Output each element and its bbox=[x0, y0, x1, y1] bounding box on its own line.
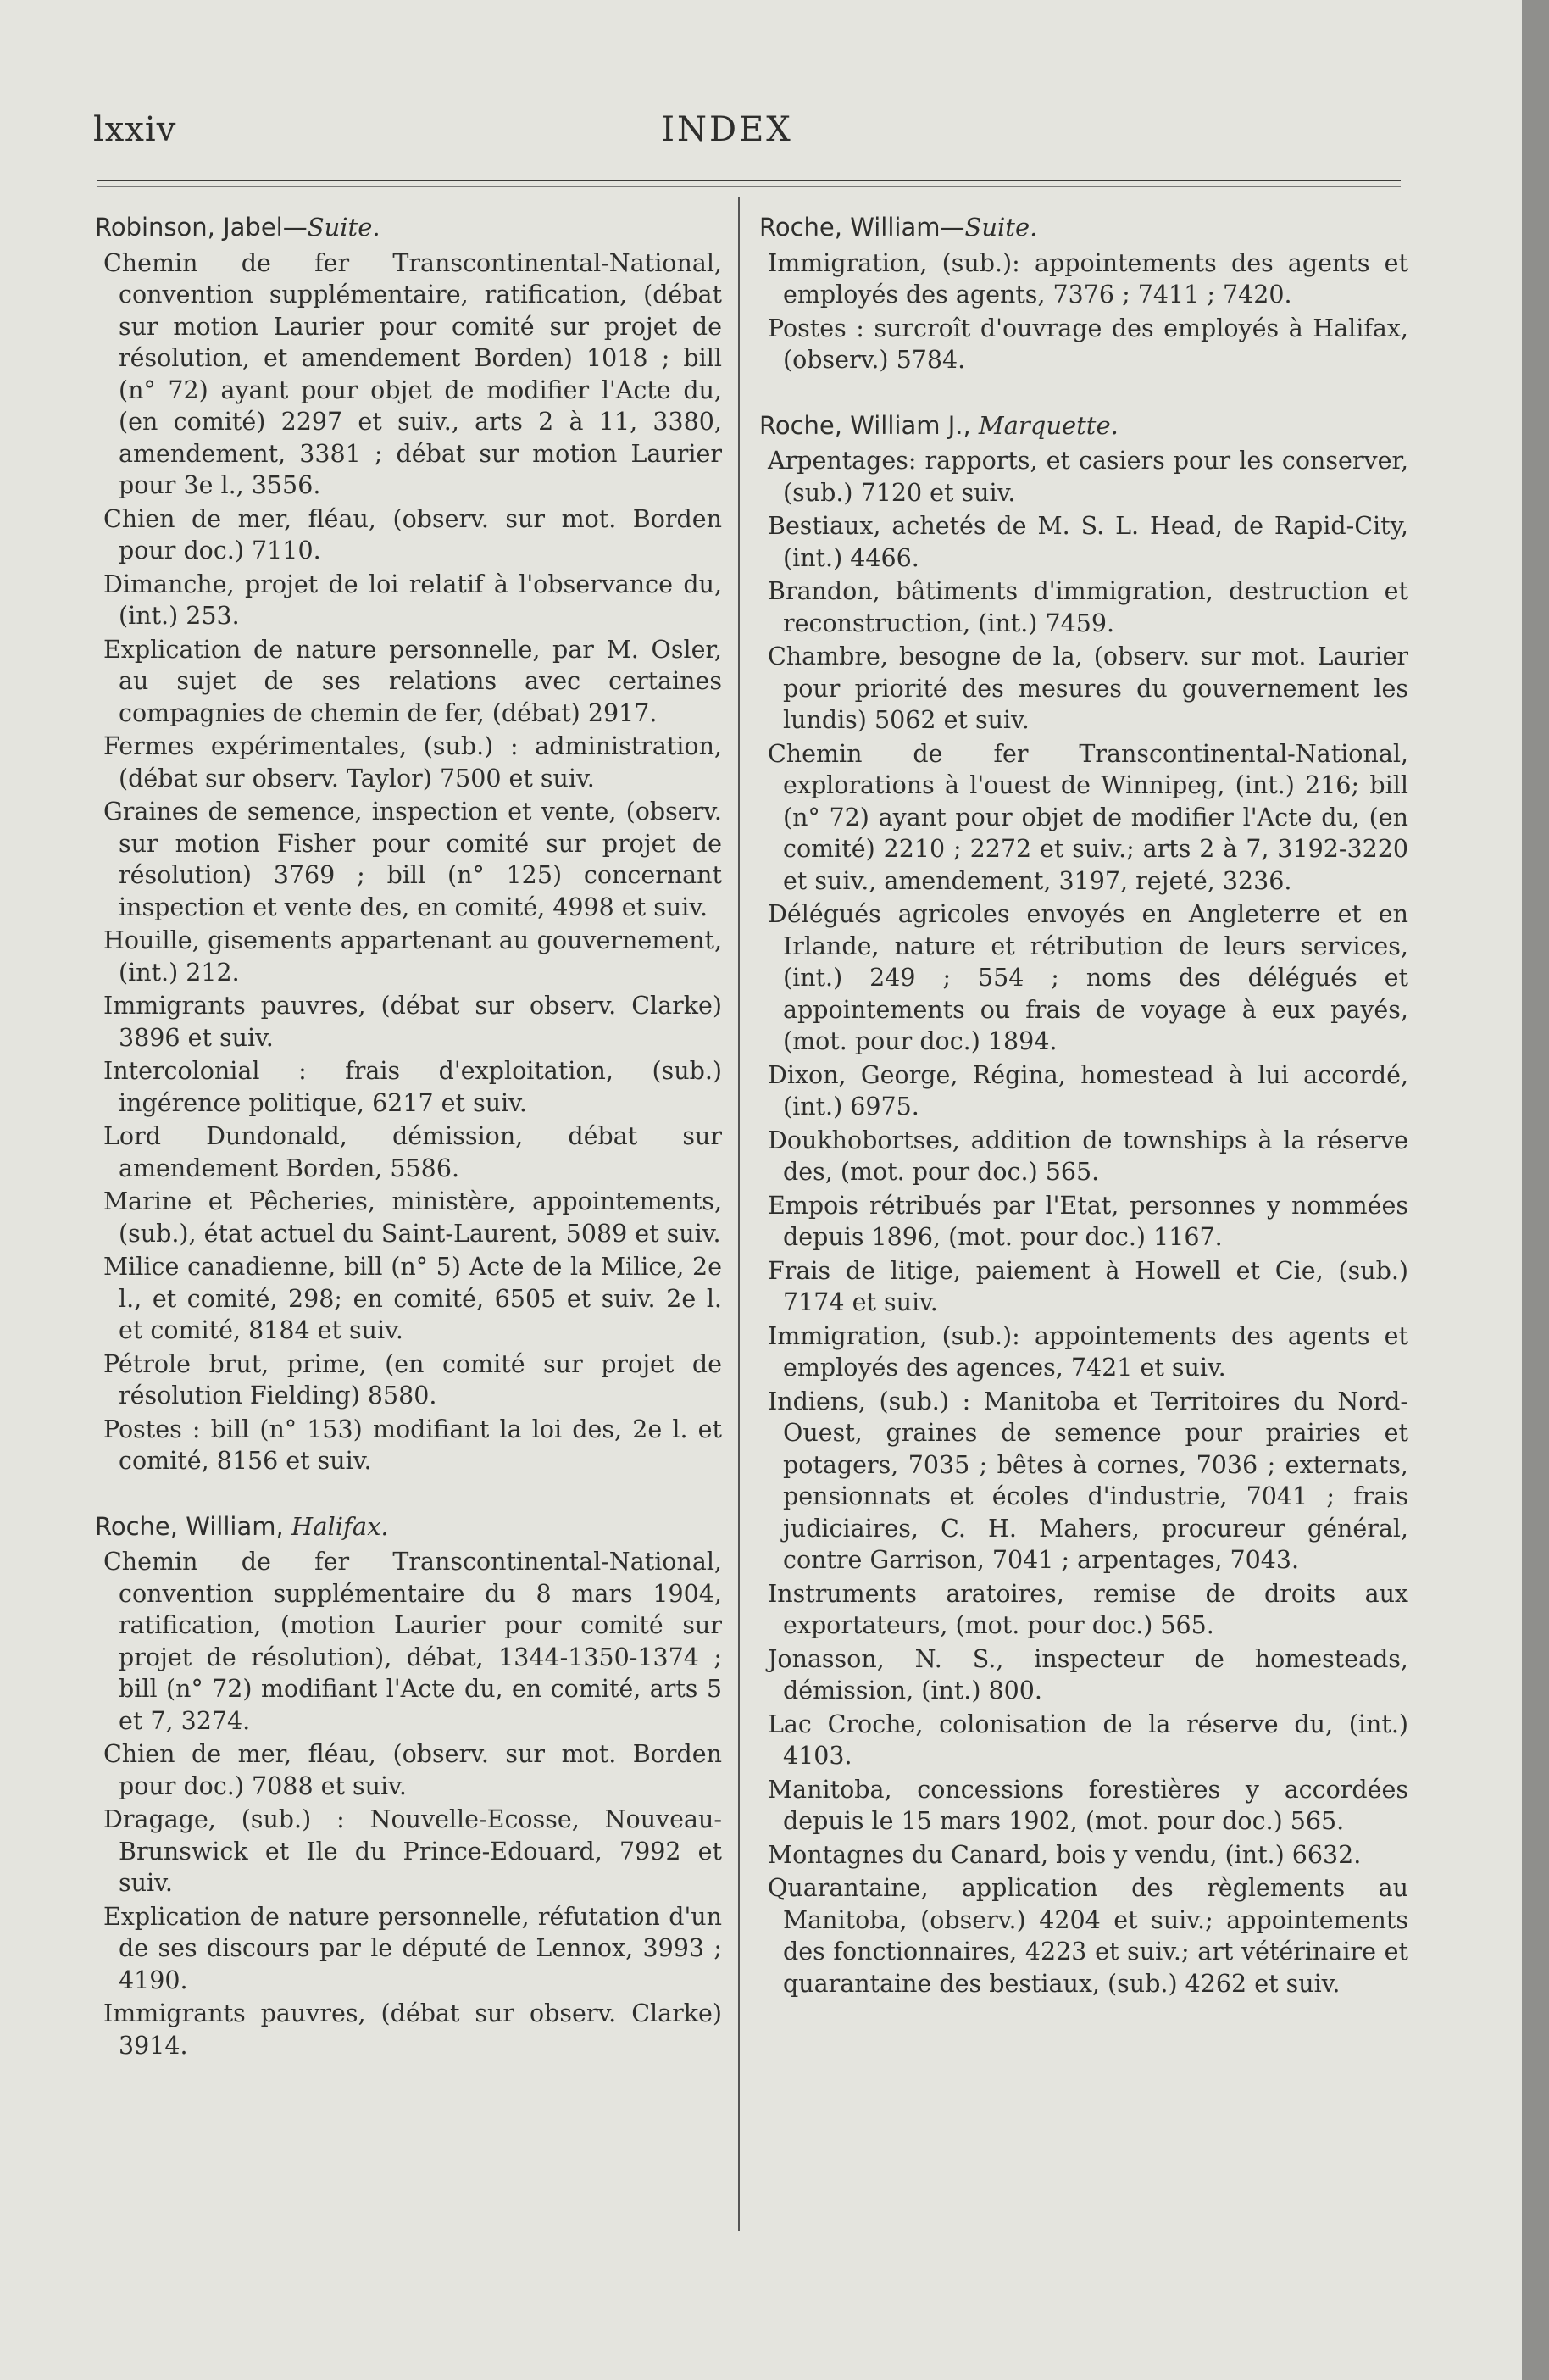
book-spine-shadow bbox=[1522, 0, 1549, 2380]
member-heading bbox=[759, 410, 1408, 442]
index-entry: Chemin de fer Transcontinental-National, explorations à l'ouest de Winnipeg, (int.) 216; bill (n° 72) ayant pour objet de modifier l'Acte du, (en comité) 2210 ; 2272 et suiv.; arts 2 à 7, 3192-3220 et suiv., amendement, 3197, rejeté, 3236. bbox=[768, 739, 1408, 895]
index-entry: Houille, gisements appartenant au gouvernement, (int.) 212. bbox=[103, 926, 722, 987]
page-number: lxxiv bbox=[93, 110, 177, 149]
index-entry: Explication de nature personnelle, par M. Osler, au sujet de ses relations avec certaines compagnies de chemin de fer, (débat) 2917. bbox=[103, 635, 722, 727]
index-entry: Chemin de fer Transcontinental-National, convention supplémentaire du 8 mars 1904, ratification, (motion Laurier pour comité sur projet de résolution), débat, 1344-1350-1374 ; bill (n° 72) modifiant l'Acte du, en comité, arts 5 et 7, 3274. bbox=[103, 1548, 722, 1735]
index-entry: Quarantaine, application des règlements au Manitoba, (observ.) 4204 et suiv.; appointements des fonctionnaires, 4223 et suiv.; art vétérinaire et quarantaine des bestiaux, (sub.) 4262 et suiv. bbox=[768, 1874, 1408, 1998]
member-suffix: Suite. bbox=[964, 213, 1038, 242]
index-entry: Intercolonial : frais d'exploitation, (sub.) ingérence politique, 6217 et suiv. bbox=[103, 1057, 722, 1117]
member-heading bbox=[95, 212, 722, 244]
header-rule-thin bbox=[97, 186, 1401, 187]
header-rule bbox=[97, 180, 1401, 181]
index-entry: Chemin de fer Transcontinental-National, convention supplémentaire, ratification, (débat sur motion Laurier pour comité sur projet de résolution, et amendement Borden) 1018 ; bill (n° 72) ayant pour objet de modifier l'Acte du, (en comité) 2297 et suiv., arts 2 à 11, 3380, amendement, 3381 ; débat sur motion Laurier pour 3e l., 3556. bbox=[103, 248, 722, 499]
index-entry: Immigrants pauvres, (débat sur observ. Clarke) 3896 et suiv. bbox=[103, 992, 722, 1052]
index-entry: Frais de litige, paiement à Howell et Cie, (sub.) 7174 et suiv. bbox=[768, 1256, 1408, 1316]
index-entry: Lac Croche, colonisation de la réserve du, (int.) 4103. bbox=[768, 1710, 1408, 1770]
index-entry: Doukhobortses, addition de townships à la réserve des, (mot. pour doc.) 565. bbox=[768, 1126, 1408, 1186]
index-entry: Immigrants pauvres, (débat sur observ. Clarke) 3914. bbox=[103, 1999, 722, 2060]
left-column bbox=[95, 212, 722, 2063]
index-entry: Pétrole brut, prime, (en comité sur projet de résolution Fielding) 8580. bbox=[103, 1349, 722, 1410]
index-entry: Instruments aratoires, remise de droits aux exportateurs, (mot. pour doc.) 565. bbox=[768, 1579, 1408, 1639]
index-entry: Arpentages: rapports, et casiers pour les conserver, (sub.) 7120 et suiv. bbox=[768, 447, 1408, 507]
index-entry: Chambre, besogne de la, (observ. sur mot. Laurier pour priorité des mesures du gouvernement les lundis) 5062 et suiv. bbox=[768, 642, 1408, 734]
page-title: INDEX bbox=[661, 110, 793, 149]
index-entry: Fermes expérimentales, (sub.) : administration, (débat sur observ. Taylor) 7500 et suiv. bbox=[103, 732, 722, 792]
index-entry: Jonasson, N. S., inspecteur de homesteads, démission, (int.) 800. bbox=[768, 1644, 1408, 1704]
index-entry: Dixon, George, Régina, homestead à lui accordé, (int.) 6975. bbox=[768, 1060, 1408, 1120]
index-entry: Immigration, (sub.): appointements des agents et employés des agents, 7376 ; 7411 ; 7420. bbox=[768, 248, 1408, 309]
index-entry: Explication de nature personnelle, réfutation d'un de ses discours par le député de Lennox, 3993 ; 4190. bbox=[103, 1902, 722, 1994]
member-suffix: Halifax. bbox=[291, 1511, 389, 1541]
index-entry: Graines de semence, inspection et vente, (observ. sur motion Fisher pour comité sur projet de résolution) 3769 ; bill (n° 125) concernant inspection et vente des, en comité, 4998 et suiv. bbox=[103, 798, 722, 921]
index-entry: Montagnes du Canard, bois y vendu, (int.) 6632. bbox=[768, 1840, 1362, 1869]
member-heading bbox=[759, 212, 1408, 244]
member-heading bbox=[95, 1511, 722, 1543]
index-entry: Indiens, (sub.) : Manitoba et Territoires du Nord-Ouest, graines de semence pour prairies et potagers, 7035 ; bêtes à cornes, 7036 ; externats, pensionnats et écoles d'industrie, 7041 ; frais judiciaires, C. H. Mahers, procureur général, contre Garrison, 7041 ; arpentages, 7043. bbox=[768, 1387, 1408, 1574]
member-suffix: Suite. bbox=[307, 213, 380, 242]
index-entry: Immigration, (sub.): appointements des agents et employés des agences, 7421 et suiv. bbox=[768, 1321, 1408, 1382]
index-entry: Marine et Pêcheries, ministère, appointements, (sub.), état actuel du Saint-Laurent, 5089 et suiv. bbox=[103, 1187, 722, 1248]
index-entry: Dimanche, projet de loi relatif à l'observance du, (int.) 253. bbox=[103, 570, 722, 630]
index-entry: Chien de mer, fléau, (observ. sur mot. Borden pour doc.) 7110. bbox=[103, 504, 722, 564]
member-suffix: Marquette. bbox=[978, 410, 1119, 440]
index-entry: Manitoba, concessions forestières y accordées depuis le 15 mars 1902, (mot. pour doc.) 565. bbox=[768, 1775, 1408, 1835]
index-entry: Dragage, (sub.) : Nouvelle-Ecosse, Nouveau-Brunswick et Ile du Prince-Edouard, 7992 et suiv. bbox=[103, 1805, 722, 1897]
index-entry: Postes : bill (n° 153) modifiant la loi des, 2e l. et comité, 8156 et suiv. bbox=[103, 1415, 722, 1475]
index-entry: Brandon, bâtiments d'immigration, destruction et reconstruction, (int.) 7459. bbox=[768, 577, 1408, 637]
member-name: Roche, William, bbox=[95, 1511, 291, 1541]
index-entry: Milice canadienne, bill (n° 5) Acte de la Milice, 2e l., et comité, 298; en comité, 6505 et suiv. 2e l. et comité, 8184 et suiv. bbox=[103, 1253, 722, 1344]
index-entry: Postes : surcroît d'ouvrage des employés à Halifax, (observ.) 5784. bbox=[768, 314, 1408, 374]
member-name: Robinson, Jabel— bbox=[95, 213, 308, 242]
index-entry: Chien de mer, fléau, (observ. sur mot. Borden pour doc.) 7088 et suiv. bbox=[103, 1740, 722, 1800]
right-column bbox=[759, 212, 1408, 2001]
column-divider bbox=[738, 197, 740, 2231]
index-entry: Empois rétribués par l'Etat, personnes y nommées depuis 1896, (mot. pour doc.) 1167. bbox=[768, 1191, 1408, 1251]
index-entry: Lord Dundonald, démission, débat sur amendement Borden, 5586. bbox=[103, 1122, 722, 1182]
member-name: Roche, William— bbox=[759, 213, 965, 242]
index-entry: Bestiaux, achetés de M. S. L. Head, de Rapid-City, (int.) 4466. bbox=[768, 512, 1408, 572]
index-entry: Délégués agricoles envoyés en Angleterre et en Irlande, nature et rétribution de leurs services, (int.) 249 ; 554 ; noms des délégués et appointements ou frais de voyage à eux payés, (mot. pour doc.) 1894. bbox=[768, 900, 1408, 1055]
member-name: Roche, William J., bbox=[759, 410, 979, 440]
